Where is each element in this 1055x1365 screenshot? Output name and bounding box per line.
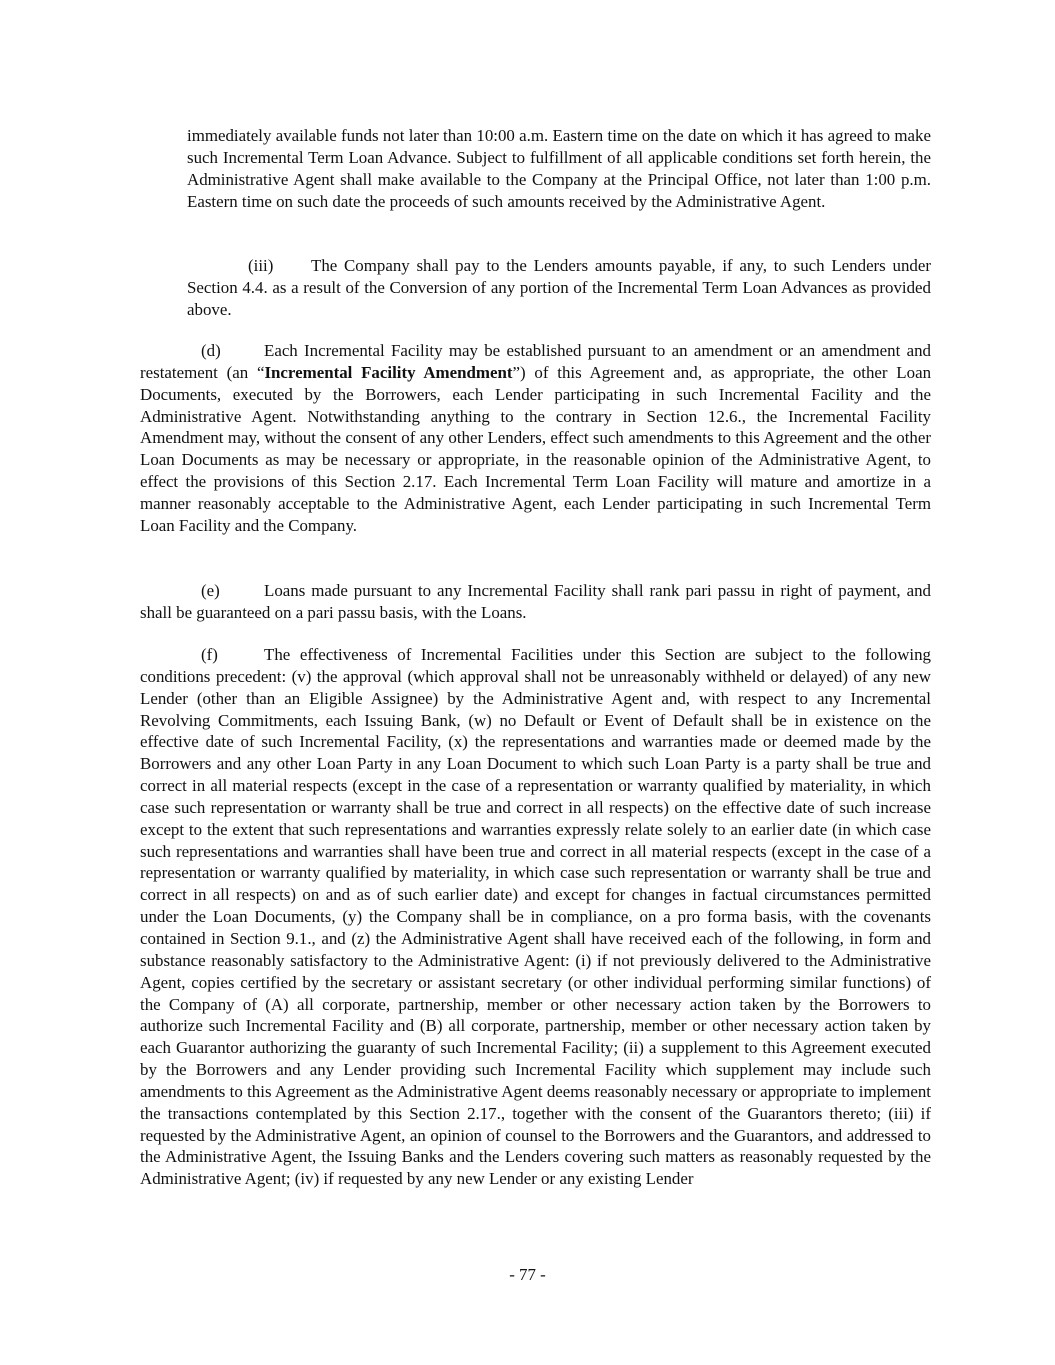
page-number: - 77 - (509, 1265, 546, 1284)
paragraph-continuation: immediately available funds not later than 10:00 a.m. Eastern time on the date on which it has agreed to make such Incremental Term Loan Advance. Subject to fulfillment of all applicable conditions set forth herein, the Administrative Agent shall make available to the Company at the Principal Office, not later than 1:00 p.m. Eastern time on such date the proceeds of such amounts received by the Administrative Agent. (187, 126, 931, 211)
paragraph-e (140, 580, 931, 624)
paragraph-f-text: The effectiveness of Incremental Facilities under this Section are subject to the following conditions precedent: (v) the approval (which approval shall not be unreasonably withheld or delayed) of any new Lender (other than an Eligible Assignee) by the Administrative Agent and, with respect to any Incremental Revolving Commitments, each Issuing Bank, (w) no Default or Event of Default shall be in existence on the effective date of such Incremental Facility, (x) the representations and warranties made or deemed made by the Borrowers and any other Loan Party in any Loan Document to which such Loan Party is a party shall be true and correct in all material respects (except in the case of a representation or warranty qualified by materiality, in which case such representation or warranty shall be true and correct in all respects) on the effective date of such increase except to the extent that such representations and warranties expressly relate solely to an earlier date (in which case such representations and warranties shall have been true and correct in all material respects (except in the case of a representation or warranty qualified by materiality, in which case such representation or warranty shall be true and correct in all respects) on and as of such earlier date) and except for changes in factual circumstances permitted under the Loan Documents, (y) the Company shall be in compliance, on a pro forma basis, with the covenants contained in Section 9.1., and (z) the Administrative Agent shall have received each of the following, in form and substance reasonably satisfactory to the Administrative Agent: (i) if not previously delivered to the Administrative Agent, copies certified by the secretary or assistant secretary (or other individual performing similar functions) of the Company of (A) all corporate, partnership, member or other necessary action taken by the Borrowers to authorize such Incremental Facility and (B) all corporate, partnership, member or other necessary action taken by each Guarantor authorizing the guaranty of such Incremental Facility; (ii) a supplement to this Agreement executed by the Borrowers and any Lender providing such Incremental Facility which supplement may include such amendments to this Agreement as the Administrative Agent deems reasonably necessary or appropriate to implement the transactions contemplated by this Section 2.17., together with the consent of the Guarantors thereto; (iii) if requested by the Administrative Agent, an opinion of counsel to the Borrowers and the Guarantors, and addressed to the Administrative Agent, the Issuing Banks and the Lenders covering such matters as reasonably requested by the Administrative Agent; (iv) if requested by any new Lender or any existing Lender (140, 645, 931, 1189)
paragraph-iii-text: The Company shall pay to the Lenders amounts payable, if any, to such Lenders under Section 4.4. as a result of the Conversion of any portion of the Incremental Term Loan Advances as provided above. (187, 256, 931, 319)
paragraph-e-text: Loans made pursuant to any Incremental Facility shall rank pari passu in right of payment, and shall be guaranteed on a pari passu basis, with the Loans. (140, 581, 931, 622)
paragraph-iii (187, 255, 931, 321)
paragraph-iii-label: (iii) (248, 256, 274, 275)
paragraph-d-label: (d) (201, 341, 221, 360)
defined-term-incremental-facility-amendment: Incremental Facility Amendment (264, 362, 513, 382)
paragraph-f-label: (f) (201, 645, 218, 664)
paragraph-d-text-after: ”) of this Agreement and, as appropriate, the other Loan Documents, executed by the Borrowers, each Lender participating in such Incremental Facility and the Administrative Agent. Notwithstanding anything to the contrary in Section 12.6., the Incremental Facility Amendment may, without the consent of any other Lenders, effect such amendments to this Agreement and the other Loan Documents as may be necessary or appropriate, in the reasonable opinion of the Administrative Agent, to effect the provisions of this Section 2.17. Each Incremental Term Loan Facility will mature and amortize in a manner reasonably acceptable to the Administrative Agent, each Lender participating in such Incremental Term Loan Facility and the Company. (140, 362, 932, 535)
paragraph-d-text-before: Each Incremental Facility may be established pursuant to an amendment or an amendment and restatement (an “ (140, 341, 931, 382)
paragraph-f (140, 644, 931, 1190)
paragraph-d (140, 340, 931, 537)
paragraph-e-label: (e) (201, 581, 220, 600)
